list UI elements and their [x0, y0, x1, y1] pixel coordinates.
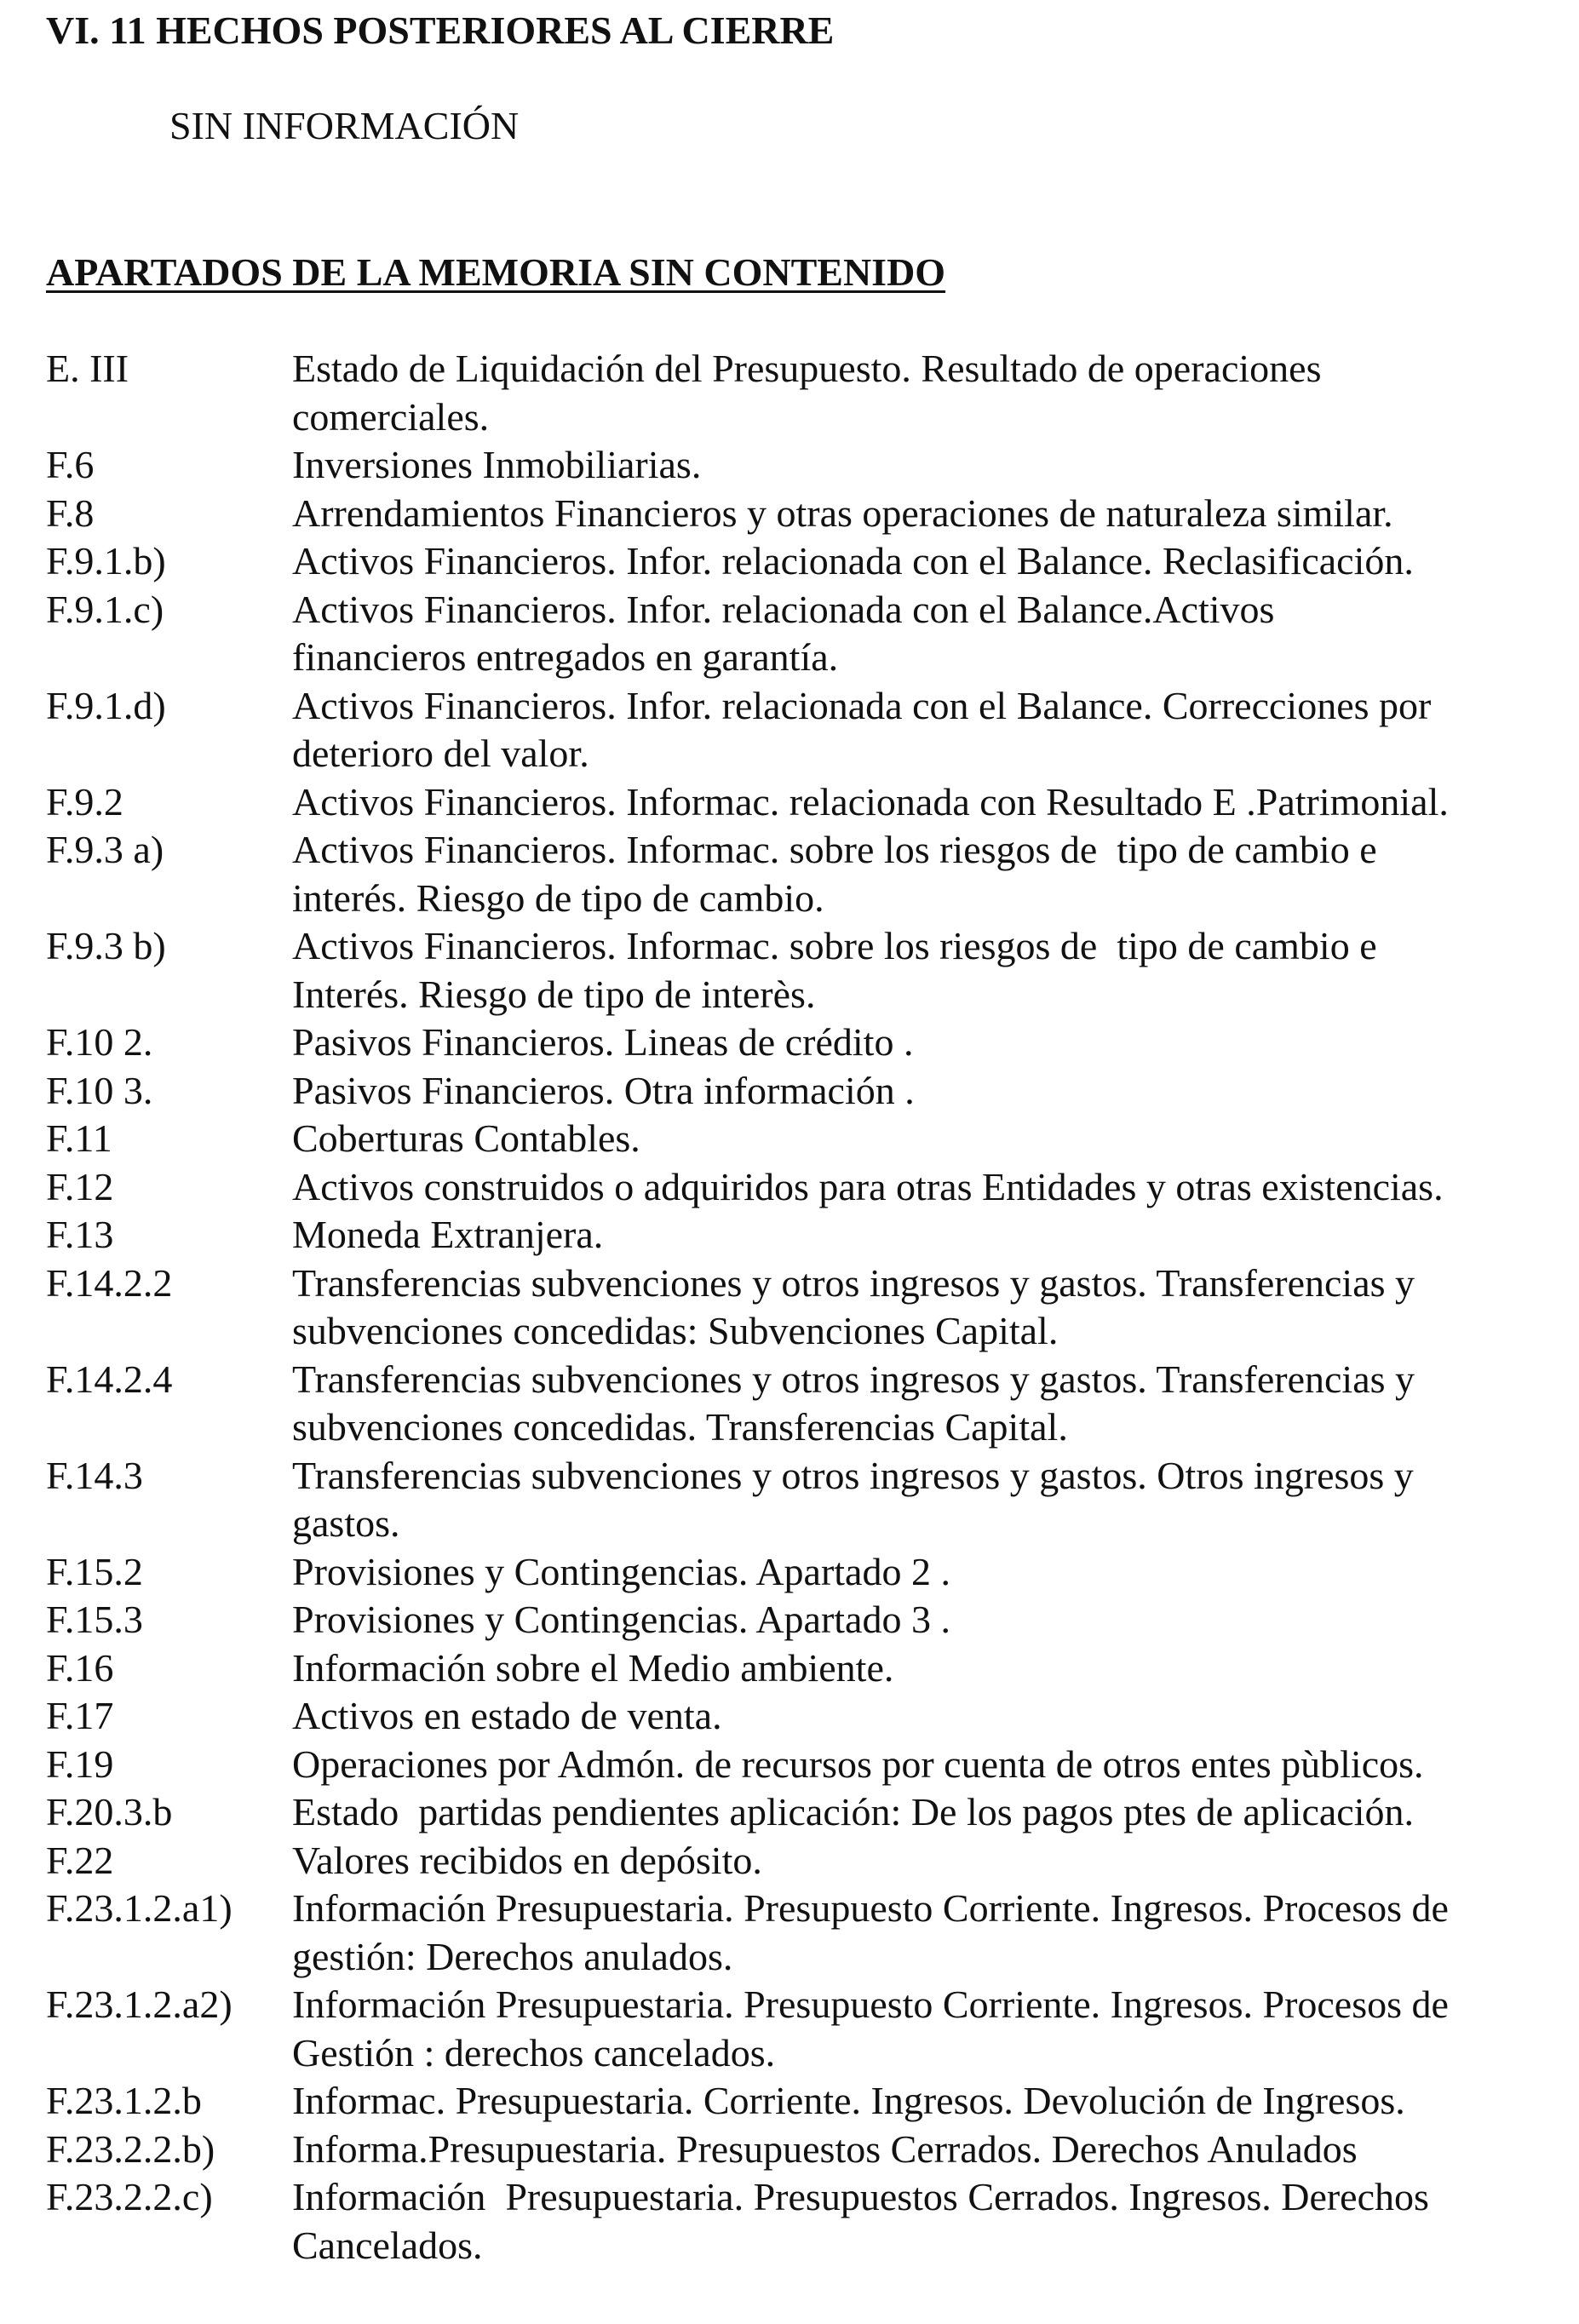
list-item — [46, 682, 1545, 778]
item-code: F.17 — [46, 1694, 114, 1737]
list-item — [46, 778, 1545, 827]
item-code: F.12 — [46, 1164, 114, 1208]
list-heading: APARTADOS DE LA MEMORIA SIN CONTENIDO — [46, 250, 946, 294]
item-code: F.14.2.2 — [46, 1260, 173, 1305]
item-code: F.23.1.2.b — [46, 2079, 202, 2122]
item-code: F.9.1.d) — [46, 683, 166, 727]
list-item — [46, 537, 1545, 586]
item-description: Operaciones por Admón. de recursos por cuenta de otros entes pùblicos. — [292, 1742, 1424, 1786]
item-description: Coberturas Contables. — [292, 1116, 640, 1160]
section-heading: VI. 11 HECHOS POSTERIORES AL CIERRE — [46, 9, 835, 52]
item-code: F.23.2.2.b) — [46, 2126, 215, 2171]
item-description: Provisiones y Contingencias. Apartado 3 . — [292, 1598, 950, 1641]
list-item — [46, 2077, 1545, 2126]
item-description: Activos Financieros. Infor. relacionada con el Balance. Correcciones por deterioro del valor. — [292, 683, 1432, 775]
list-item — [46, 1548, 1545, 1597]
item-code: F.14.3 — [46, 1453, 143, 1497]
list-item — [46, 826, 1545, 922]
list-item — [46, 1067, 1545, 1116]
list-item — [46, 2173, 1545, 2269]
item-description: Transferencias subvenciones y otros ingresos y gastos. Transferencias y subvenciones concedidas. Transferencias Capital. — [292, 1357, 1415, 1449]
list-item — [46, 1452, 1545, 1548]
item-code: F.6 — [46, 443, 95, 486]
section-no-info-text: SIN INFORMACIÓN — [169, 104, 520, 147]
item-description: Pasivos Financieros. Lineas de crédito . — [292, 1020, 914, 1064]
list-item — [46, 1211, 1545, 1260]
item-description: Activos construidos o adquiridos para otras Entidades y otras existencias. — [292, 1164, 1444, 1208]
item-description: Activos Financieros. Informac. sobre los riesgos de tipo de cambio e interés. Riesgo de tipo de cambio. — [292, 828, 1377, 920]
item-code: F.23.2.2.c) — [46, 2175, 213, 2218]
list-item — [46, 586, 1545, 682]
item-code: F.10 3. — [46, 1068, 153, 1112]
item-code: F.15.2 — [46, 1549, 143, 1593]
item-description: Activos en estado de venta. — [292, 1694, 722, 1737]
list-item — [46, 922, 1545, 1019]
item-code: F.8 — [46, 491, 95, 535]
list-item — [46, 345, 1545, 441]
list-item — [46, 1115, 1545, 1163]
list-item — [46, 1692, 1545, 1741]
list-item — [46, 1019, 1545, 1067]
item-description: Información Presupuestaria. Presupuesto Corriente. Ingresos. Procesos de Gestión : derechos cancelados. — [292, 1983, 1449, 2074]
list-item — [46, 1596, 1545, 1644]
item-description: Arrendamientos Financieros y otras operaciones de naturaleza similar. — [292, 491, 1393, 535]
item-code: F.9.2 — [46, 779, 123, 823]
list-item — [46, 1885, 1545, 1981]
item-code: F.23.1.2.a1) — [46, 1886, 233, 1930]
item-code: F.14.2.4 — [46, 1357, 173, 1401]
item-description: Transferencias subvenciones y otros ingresos y gastos. Transferencias y subvenciones concedidas: Subvenciones Capital. — [292, 1260, 1415, 1352]
list-item — [46, 490, 1545, 538]
list-item — [46, 1260, 1545, 1356]
item-code: F.22 — [46, 1838, 114, 1882]
empty-sections-list — [46, 345, 1545, 2269]
item-description: Información sobre el Medio ambiente. — [292, 1645, 894, 1690]
list-item — [46, 2126, 1545, 2174]
list-item — [46, 1356, 1545, 1452]
item-description: Información Presupuestaria. Presupuesto Corriente. Ingresos. Procesos de gestión: Derechos anulados. — [292, 1886, 1449, 1978]
item-code: E. III — [46, 347, 129, 390]
list-item — [46, 1981, 1545, 2077]
item-description: Pasivos Financieros. Otra información . — [292, 1068, 915, 1112]
item-code: F.16 — [46, 1645, 114, 1690]
item-code: F.19 — [46, 1742, 114, 1786]
item-code: F.9.1.c) — [46, 587, 164, 631]
list-item — [46, 1788, 1545, 1837]
list-item — [46, 1837, 1545, 1885]
item-code: F.9.3 a) — [46, 828, 164, 871]
item-code: F.23.1.2.a2) — [46, 1983, 233, 2026]
item-code: F.15.3 — [46, 1598, 143, 1641]
item-description: Estado partidas pendientes aplicación: De los pagos ptes de aplicación. — [292, 1790, 1414, 1833]
item-code: F.11 — [46, 1116, 112, 1160]
list-item — [46, 1163, 1545, 1212]
list-item — [46, 1741, 1545, 1789]
item-description: Activos Financieros. Infor. relacionada con el Balance. Reclasificación. — [292, 539, 1414, 582]
item-description: Informa.Presupuestaria. Presupuestos Cerrados. Derechos Anulados — [292, 2126, 1358, 2171]
list-item — [46, 1644, 1545, 1693]
item-description: Provisiones y Contingencias. Apartado 2 . — [292, 1549, 950, 1593]
item-code: F.20.3.b — [46, 1790, 173, 1833]
list-item — [46, 441, 1545, 490]
item-description: Valores recibidos en depósito. — [292, 1838, 762, 1882]
item-description: Inversiones Inmobiliarias. — [292, 443, 702, 486]
item-code: F.13 — [46, 1213, 114, 1256]
item-description: Informac. Presupuestaria. Corriente. Ingresos. Devolución de Ingresos. — [292, 2079, 1405, 2122]
item-code: F.9.1.b) — [46, 539, 166, 582]
item-code: F.10 2. — [46, 1020, 153, 1064]
item-description: Activos Financieros. Informac. sobre los riesgos de tipo de cambio e Interés. Riesgo de tipo de interès. — [292, 924, 1377, 1016]
item-description: Información Presupuestaria. Presupuestos Cerrados. Ingresos. Derechos Cancelados. — [292, 2175, 1429, 2267]
item-description: Activos Financieros. Informac. relacionada con Resultado E .Patrimonial. — [292, 779, 1449, 823]
item-description: Transferencias subvenciones y otros ingresos y gastos. Otros ingresos y gastos. — [292, 1453, 1414, 1545]
item-code: F.9.3 b) — [46, 924, 166, 967]
item-description: Activos Financieros. Infor. relacionada con el Balance.Activos financieros entregados en garantía. — [292, 587, 1275, 679]
item-description: Moneda Extranjera. — [292, 1213, 604, 1256]
item-description: Estado de Liquidación del Presupuesto. Resultado de operaciones comerciales. — [292, 347, 1322, 439]
